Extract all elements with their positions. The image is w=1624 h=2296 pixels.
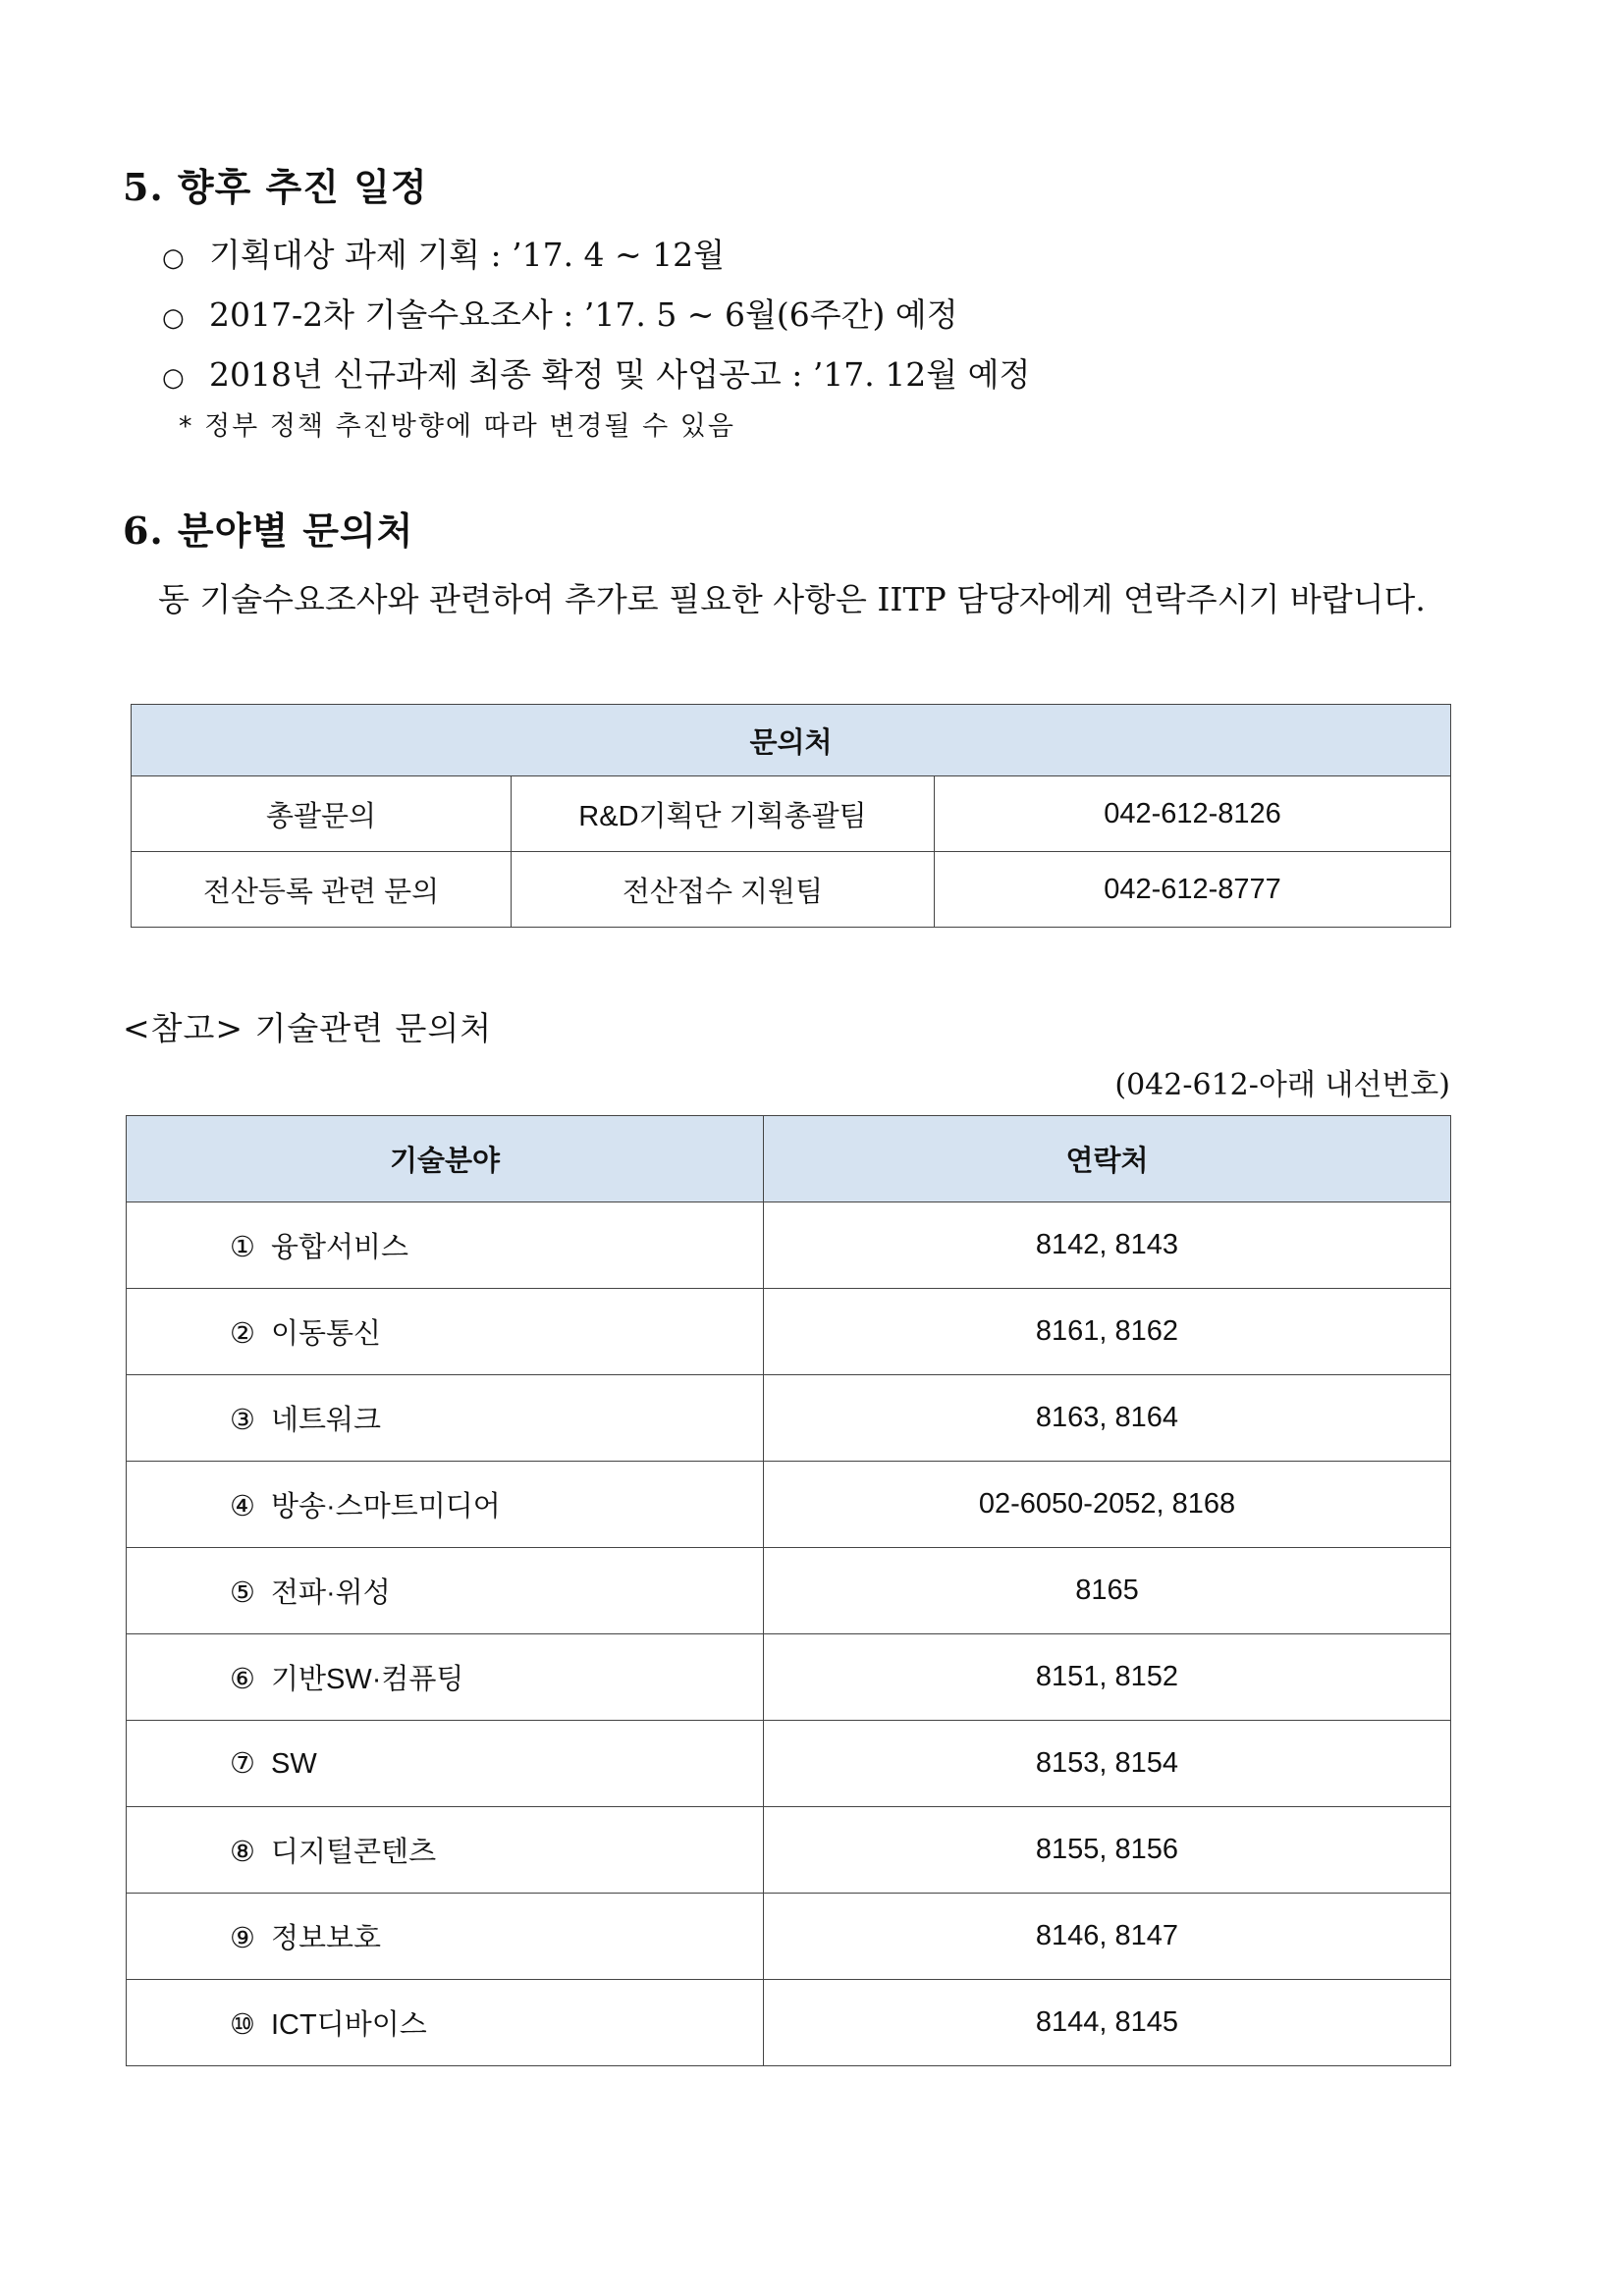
tech-contact: 8163, 8164: [764, 1375, 1451, 1462]
number-badge: ③: [230, 1403, 255, 1436]
contact-table: [131, 704, 1451, 928]
table-row: [127, 1375, 1451, 1462]
contact-phone: 042-612-8777: [935, 852, 1451, 928]
tech-contact: 8151, 8152: [764, 1634, 1451, 1721]
tech-field: 방송·스마트미디어: [271, 1491, 501, 1522]
table-row: [127, 1894, 1451, 1980]
number-badge: ⑦: [230, 1746, 255, 1780]
contact-category: 전산등록 관련 문의: [132, 852, 512, 928]
tech-field: 네트워크: [271, 1405, 382, 1436]
table-row: [132, 852, 1451, 928]
number-badge: ⑤: [230, 1575, 255, 1609]
tech-field: 기반SW·컴퓨팅: [271, 1664, 464, 1695]
header-contact: 연락처: [764, 1116, 1451, 1202]
policy-note: * 정부 정책 추진방향에 따라 변경될 수 있음: [179, 411, 735, 442]
schedule-list: [162, 227, 1030, 406]
table-row: [127, 1202, 1451, 1289]
number-badge: ④: [230, 1489, 255, 1522]
tech-contact: 8144, 8145: [764, 1980, 1451, 2066]
tech-field: SW: [271, 1748, 317, 1780]
number-badge: ⑥: [230, 1662, 255, 1695]
schedule-item: ○ 2017-2차 기술수요조사 : ’17. 5 ~ 6월(6주간) 예정: [162, 287, 1030, 347]
table-row: [127, 1721, 1451, 1807]
number-badge: ⑧: [230, 1835, 255, 1868]
bullet-circle-icon: ○: [162, 303, 185, 333]
section-6-title: 6. 분야별 문의처: [123, 508, 414, 553]
number-badge: ⑨: [230, 1921, 255, 1954]
tech-contact: 8161, 8162: [764, 1289, 1451, 1375]
number-badge: ①: [230, 1230, 255, 1263]
tech-field: 전파·위성: [271, 1577, 391, 1609]
tech-field: 이동통신: [271, 1318, 382, 1350]
bullet-circle-icon: ○: [162, 243, 185, 273]
bullet-circle-icon: ○: [162, 363, 185, 393]
tech-contact-table: [126, 1115, 1451, 2066]
contact-team: 전산접수 지원팀: [512, 852, 935, 928]
number-badge: ②: [230, 1316, 255, 1350]
extension-note: (042-612-아래 내선번호): [1114, 1068, 1450, 1102]
table-row: [127, 1807, 1451, 1894]
schedule-item: ○ 2018년 신규과제 최종 확정 및 사업공고 : ’17. 12월 예정: [162, 347, 1030, 406]
tech-contact: 8165: [764, 1548, 1451, 1634]
tech-contact: 02-6050-2052, 8168: [764, 1462, 1451, 1548]
table-row: [127, 1980, 1451, 2066]
inquiry-paragraph: 동 기술수요조사와 관련하여 추가로 필요한 사항은 IITP 담당자에게 연락주시기 바랍니다.: [158, 580, 1426, 618]
tech-field: 디지털콘텐츠: [271, 1837, 437, 1868]
tech-contact: 8142, 8143: [764, 1202, 1451, 1289]
header-tech-field: 기술분야: [127, 1116, 764, 1202]
contact-table-header: 문의처: [132, 705, 1451, 776]
tech-field: 융합서비스: [271, 1232, 409, 1263]
tech-field: 정보보호: [271, 1923, 382, 1954]
tech-field: ICT디바이스: [271, 2009, 427, 2041]
tech-contact: 8155, 8156: [764, 1807, 1451, 1894]
table-row: [132, 776, 1451, 852]
table-row: [127, 1548, 1451, 1634]
table-row: [127, 1289, 1451, 1375]
section-5-title: 5. 향후 추진 일정: [123, 165, 428, 209]
contact-phone: 042-612-8126: [935, 776, 1451, 852]
tech-contact: 8153, 8154: [764, 1721, 1451, 1807]
table-row: [127, 1462, 1451, 1548]
number-badge: ⑩: [230, 2007, 255, 2041]
reference-caption: <참고> 기술관련 문의처: [123, 1009, 493, 1047]
contact-category: 총괄문의: [132, 776, 512, 852]
schedule-item: ○ 기획대상 과제 기획 : ’17. 4 ~ 12월: [162, 227, 1030, 287]
contact-team: R&D기획단 기획총괄팀: [512, 776, 935, 852]
tech-contact: 8146, 8147: [764, 1894, 1451, 1980]
table-row: [127, 1634, 1451, 1721]
